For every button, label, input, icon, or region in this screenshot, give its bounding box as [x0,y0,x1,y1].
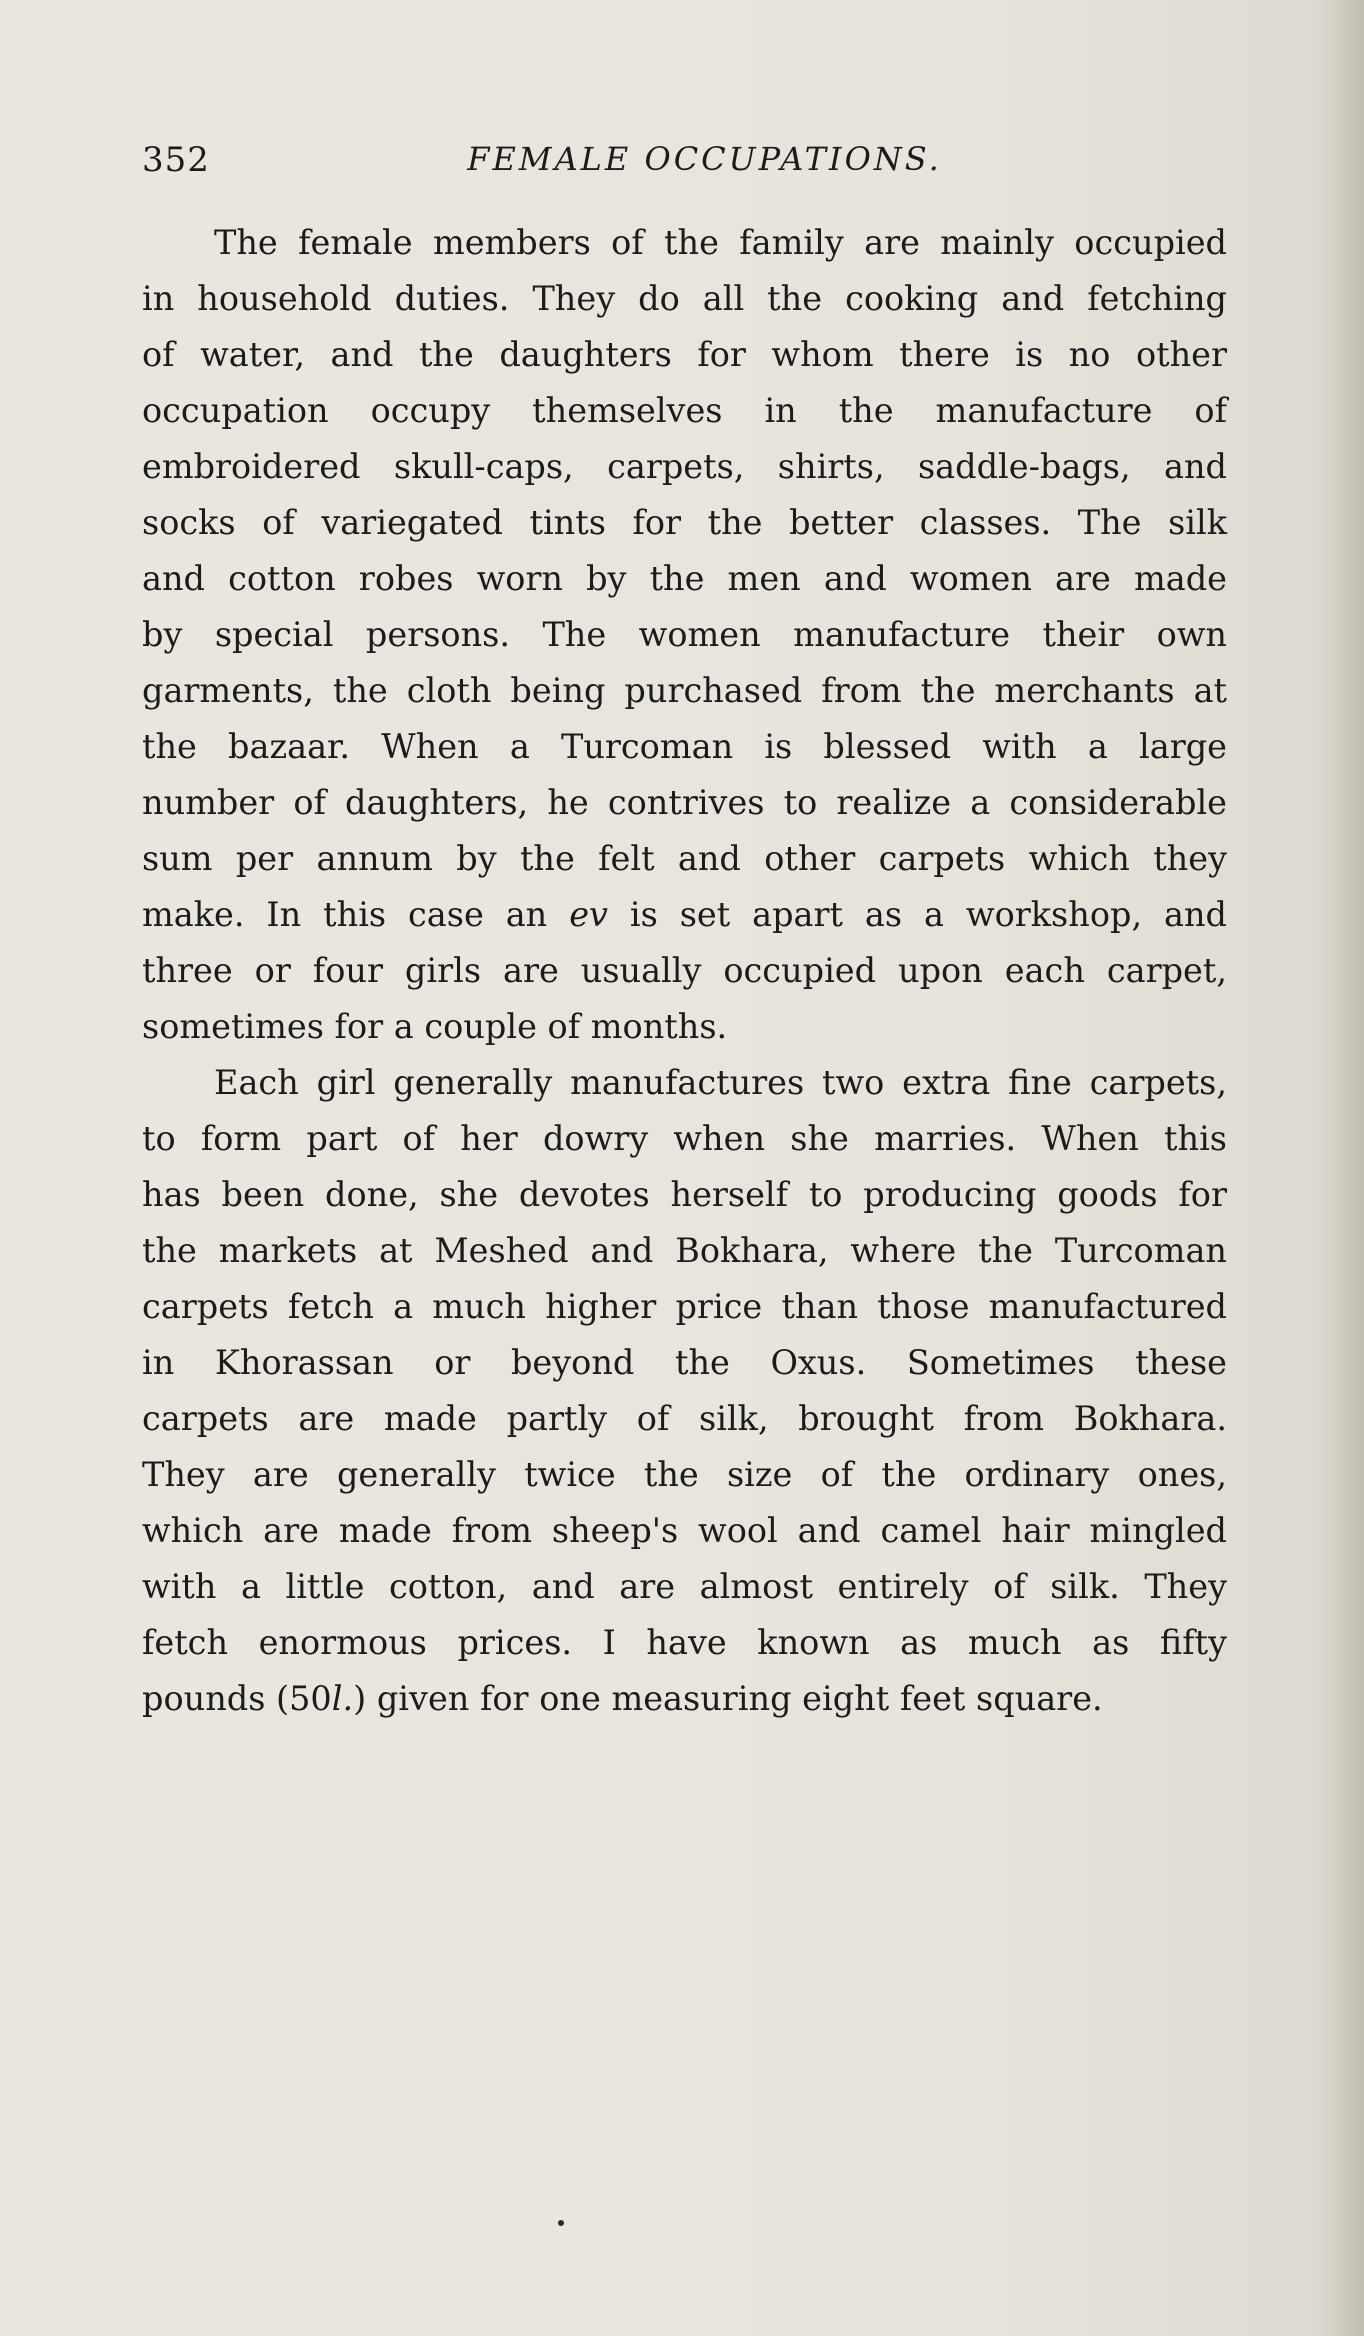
running-title: FEMALE OCCUPATIONS. [467,140,942,178]
text-line: garments, the cloth being purchased from the merchants at [142,671,1227,710]
text-line: of water, and the daughters for whom there is no other [142,335,1227,374]
text-run: pounds (50 [142,1679,332,1718]
text-line: socks of variegated tints for the better classes. The silk [142,503,1227,542]
text-line: The female members of the family are mainly occupied [214,223,1227,262]
text-line: embroidered skull-caps, carpets, shirts, saddle-bags, and [142,447,1227,486]
text-line: sometimes for a couple of months. [142,1007,728,1046]
text-line: carpets fetch a much higher price than those manufactured [142,1287,1227,1326]
text-run: is set apart as a workshop, and [629,895,1228,934]
text-line: has been done, she devotes herself to producing goods for [142,1175,1227,1214]
paragraph-1 [142,215,1227,1055]
text-line: three or four girls are usually occupied upon each carpet, [142,951,1227,990]
page-edge-shadow [1324,0,1364,2336]
text-line: fetch enormous prices. I have known as much as fifty [142,1623,1227,1662]
text-line: They are generally twice the size of the ordinary ones, [142,1455,1227,1494]
text-run: make. In this case an [142,895,548,934]
text-line: number of daughters, he contrives to realize a considerable [142,783,1227,822]
text-line: by special persons. The women manufacture their own [142,615,1227,654]
text-line: occupation occupy themselves in the manufacture of [142,391,1227,430]
text-line: the bazaar. When a Turcoman is blessed with a large [142,727,1227,766]
italic-word: ev [569,895,608,934]
text-run: given for one measuring eight feet square. [376,1679,1103,1718]
text-line: the markets at Meshed and Bokhara, where the Turcoman [142,1231,1227,1270]
page-number: 352 [142,140,210,180]
text-line: and cotton robes worn by the men and women are made [142,559,1227,598]
paragraph-2 [142,1055,1227,1727]
body-text [142,215,1227,1727]
italic-word: l. [331,1679,354,1718]
text-line-with-italic [142,887,1227,943]
ink-speck [558,2220,564,2226]
text-line: carpets are made partly of silk, brought from Bokhara. [142,1399,1227,1438]
text-line: to form part of her dowry when she marries. When this [142,1119,1227,1158]
text-line-with-italic [142,1671,1227,1727]
text-line: Each girl generally manufactures two extra fine carpets, [214,1063,1227,1102]
text-line: sum per annum by the felt and other carpets which they [142,839,1227,878]
text-run: ) [353,1679,367,1718]
text-line: with a little cotton, and are almost entirely of silk. They [142,1567,1227,1606]
text-line: in household duties. They do all the cooking and fetching [142,279,1227,318]
running-head [142,140,1227,190]
text-line: in Khorassan or beyond the Oxus. Sometimes these [142,1343,1227,1382]
text-line: which are made from sheep's wool and camel hair mingled [142,1511,1227,1550]
